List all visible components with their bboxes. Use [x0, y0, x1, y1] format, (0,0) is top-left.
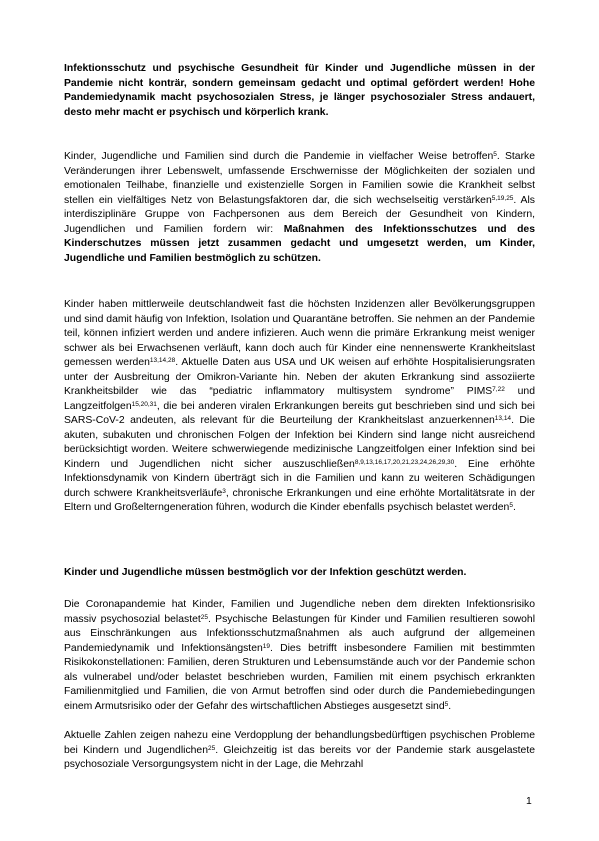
para2-text: . Aktuelle Daten aus USA und UK weisen auf erhöhte Hospitalisierungsraten unter der Ausbreitung der Omikron-Variante hin. Neben der akuten Erkrankung sind assoziierte Krankheitsbilder wie das “pediatric inflammatory multisystem syndrome” PIMS: [64, 357, 535, 397]
para2-text: .: [512, 502, 516, 513]
para1-text: Kinder, Jugendliche und Familien sind durch die Pandemie in vielfacher Weise betroffen: [64, 151, 494, 162]
intro-heading: Infektionsschutz und psychische Gesundheit für Kinder und Jugendliche müssen in der Pandemie nicht konträr, sondern gemeinsam gedacht und optimal gefördert werden! Hohe Pandemiedynamik macht psychosozialen Stress, je länger psychosozialer Stress andauert, desto mehr macht er psychisch und körperlich krank.: [64, 63, 535, 118]
para4-text: . Gleichzeitig ist das bereits vor der Pandemie stark ausgelastete psychosoziale Versorgungsystem nicht in der Lage, die Mehrzahl: [64, 744, 535, 770]
reference: 13,14,28: [149, 357, 176, 364]
reference: 3: [222, 487, 226, 495]
paragraph-2: [64, 298, 535, 516]
para1-bold-demand: Maßnahmen des Infektionsschutzes und des Kinderschutzes müssen jetzt zusammen gedacht und umgesetzt werden, um Kinder, Jugendliche und Familien bestmöglich zu schützen.: [64, 223, 535, 264]
reference: 13,14: [494, 415, 512, 422]
paragraph-4: [64, 729, 535, 773]
para3-text: .: [448, 700, 452, 712]
para2-text: . Eine erhöhte Infektionsdynamik von Kindern überträgt sich in die Familien und kann zu weiteren Schädigungen durch schwere Krankheitsverläufe: [64, 458, 536, 499]
para3-text: . Dies betrifft insbesondere Familien mit bestimmten Risikokonstellationen: Familien, deren Strukturen und Lebensumstände auch vor der Pandemie schon als vulnerabel und/oder belastet beschrieben wurden, Familien mit einem psychisch erkrankten Familienmitglied und Familien, die von Armut betroffen sind oder durch die Pandemiebedingungen einem Armutsrisiko oder der Gefahr des wirtschaftlichen Abstieges ausgesetzt sind: [64, 642, 535, 712]
page-number: 1: [526, 796, 532, 807]
reference: 5: [444, 700, 449, 708]
para2-text: und Langzeitfolgen: [64, 386, 535, 412]
section-heading: Kinder und Jugendliche müssen bestmöglich vor der Infektion geschützt werden.: [64, 567, 467, 578]
para1-text: . Starke Veränderungen ihrer Lebenswelt, umfassende Erschwernisse der Möglichkeiten der sozialen und emotionalen Teilhabe, finanzielle und existenzielle Sorgen in Familien sowie die Krankheit selbst stellen ein vielfältiges Netz von Belastungsfaktoren dar, die sich wechselseitig verstärken: [64, 151, 535, 206]
reference: 19: [262, 642, 270, 650]
para3-text: Die Coronapandemie hat Kinder, Familien und Jugendliche neben dem direkten Infektionsrisiko massiv psychosozial belastet: [64, 599, 535, 625]
reference: 8,9,13,16,17,20,21,23,24,26,29,30: [354, 458, 455, 466]
para3-text: . Psychische Belastungen für Kinder und Familien resultieren sowohl aus Einschränkungen aus Infektionsschutzmaßnahmen als auch aufgrund der allgemeinen Pandemiedynamik und Infektionsängsten: [64, 613, 536, 654]
reference: 15,20,31: [131, 400, 157, 408]
para4-text: Aktuelle Zahlen zeigen nahezu eine Verdopplung der behandlungsbedürftigen psychischen Probleme bei Kindern und Jugendlichen: [64, 730, 535, 756]
para2-text: , die bei anderen viralen Erkrankungen bereits gut beschrieben sind und sich bei SARS-CoV-2 andeuten, als relevant für die Beurteilung der Krankheitslast anzuerkennen: [64, 400, 535, 426]
paragraph-1: [64, 150, 535, 266]
para2-text: Kinder haben mittlerweile deutschlandweit fast die höchsten Inzidenzen aller Bevölkerungsgruppen und sind damit häufig von Infektion, Isolation und Quarantäne betroffen. Sie nehmen an der Pandemie teil, können infiziert werden und andere infizieren. Auch wenn die primäre Erkrankung meist weniger schwer als bei Erwachsenen verläuft, kann doch auch für Kinder eine nennenswerte Krankheitslast gemessen werden: [64, 299, 535, 368]
paragraph-3: [64, 598, 535, 714]
reference: 5,19,25: [491, 194, 514, 202]
reference: 25: [207, 744, 216, 752]
reference: 5: [509, 502, 513, 509]
reference: 5: [493, 151, 497, 158]
reference: 25: [200, 613, 208, 621]
para2-text: , chronische Erkrankungen und eine erhöhte Mortalitätsrate in der Eltern und Großelterngeneration führen, wodurch die Kinder ebenfalls psychisch belastet werden: [64, 487, 535, 513]
para2-text: . Die akuten, subakuten und chronischen Folgen der Infektion bei Kindern sind lange nicht ausreichend berücksichtigt worden. Weitere schwerwiegende medizinische Langzeitfolgen einer Infektion sind bei Kindern und Jugendlichen nicht sicher auszuschließen: [64, 415, 535, 470]
para1-text: . Als interdisziplinäre Gruppe von Fachpersonen aus dem Bereich der Gesundheit von Kindern, Jugendlichen und Familien fordern wir:: [64, 194, 535, 235]
reference: 7,22: [492, 386, 505, 393]
